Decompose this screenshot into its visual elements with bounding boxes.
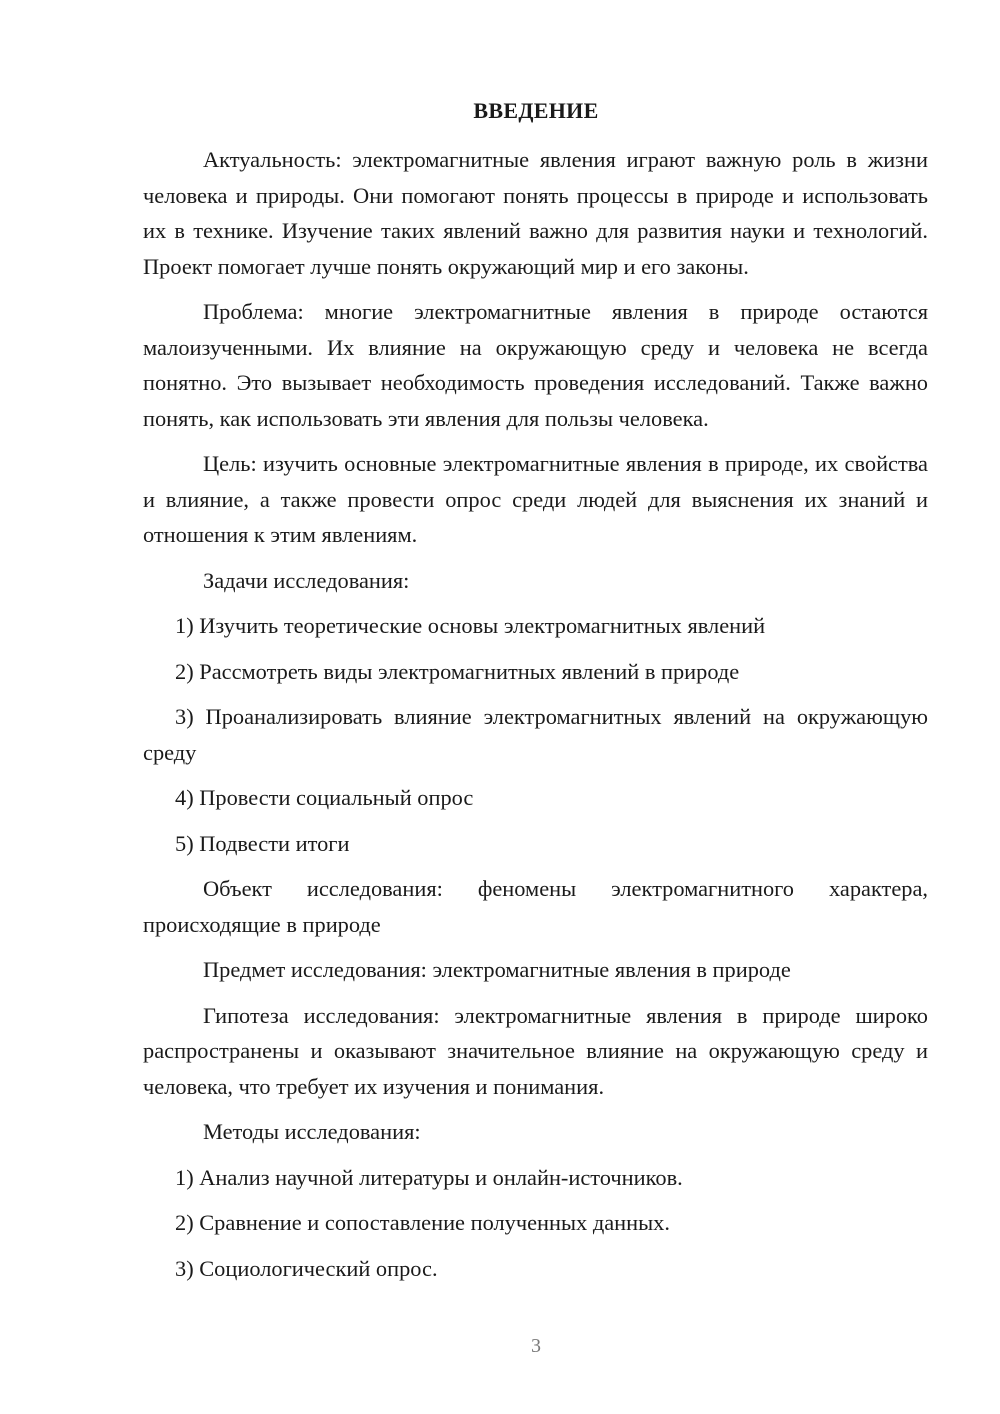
task-item-2: 2) Рассмотреть виды электромагнитных явлений в природе — [175, 658, 740, 684]
problem-paragraph: Проблема: многие электромагнитные явления в природе остаются малоизученными. Их влияние на окружающую среду и человека не всегда понятно. Это вызывает необходимость проведения исследований. Также важно понять, как использовать эти явления для пользы человека. — [143, 299, 928, 431]
tasks-title: Задачи исследования: — [203, 567, 410, 593]
methods-title: Методы исследования: — [203, 1119, 421, 1144]
task-item-5: 5) Подвести итоги — [175, 830, 350, 856]
document-body — [143, 142, 928, 1296]
method-item-3: 3) Социологический опрос. — [175, 1255, 438, 1281]
method-item-2: 2) Сравнение и сопоставление полученных данных. — [175, 1210, 670, 1235]
subject-paragraph: Предмет исследования: электромагнитные явления в природе — [203, 957, 791, 982]
task-item-4: 4) Провести социальный опрос — [175, 785, 474, 810]
goal-paragraph: Цель: изучить основные электромагнитные явления в природе, их свойства и влияние, а также провести опрос среди людей для выяснения их знаний и отношения к этим явлениям. — [143, 451, 928, 547]
hypothesis-paragraph: Гипотеза исследования: электромагнитные явления в природе широко распространены и оказывают значительное влияние на окружающую среду и человека, что требует их изучения и понимания. — [143, 1002, 928, 1099]
object-paragraph: Объект исследования: феномены электромагнитного характера, происходящие в природе — [143, 876, 928, 937]
task-item-1: 1) Изучить теоретические основы электромагнитных явлений — [175, 613, 766, 638]
page-heading: ВВЕДЕНИЕ — [473, 98, 599, 123]
relevance-paragraph: Актуальность: электромагнитные явления играют важную роль в жизни человека и природы. Они помогают понять процессы в природе и использовать их в технике. Изучение таких явлений важно для развития науки и технологий. Проект помогает лучше понять окружающий мир и его законы. — [143, 147, 928, 279]
task-item-3: 3) Проанализировать влияние электромагнитных явлений на окружающую среду — [143, 704, 928, 765]
method-item-1: 1) Анализ научной литературы и онлайн-источников. — [175, 1164, 683, 1190]
page-number: 3 — [531, 1335, 541, 1357]
